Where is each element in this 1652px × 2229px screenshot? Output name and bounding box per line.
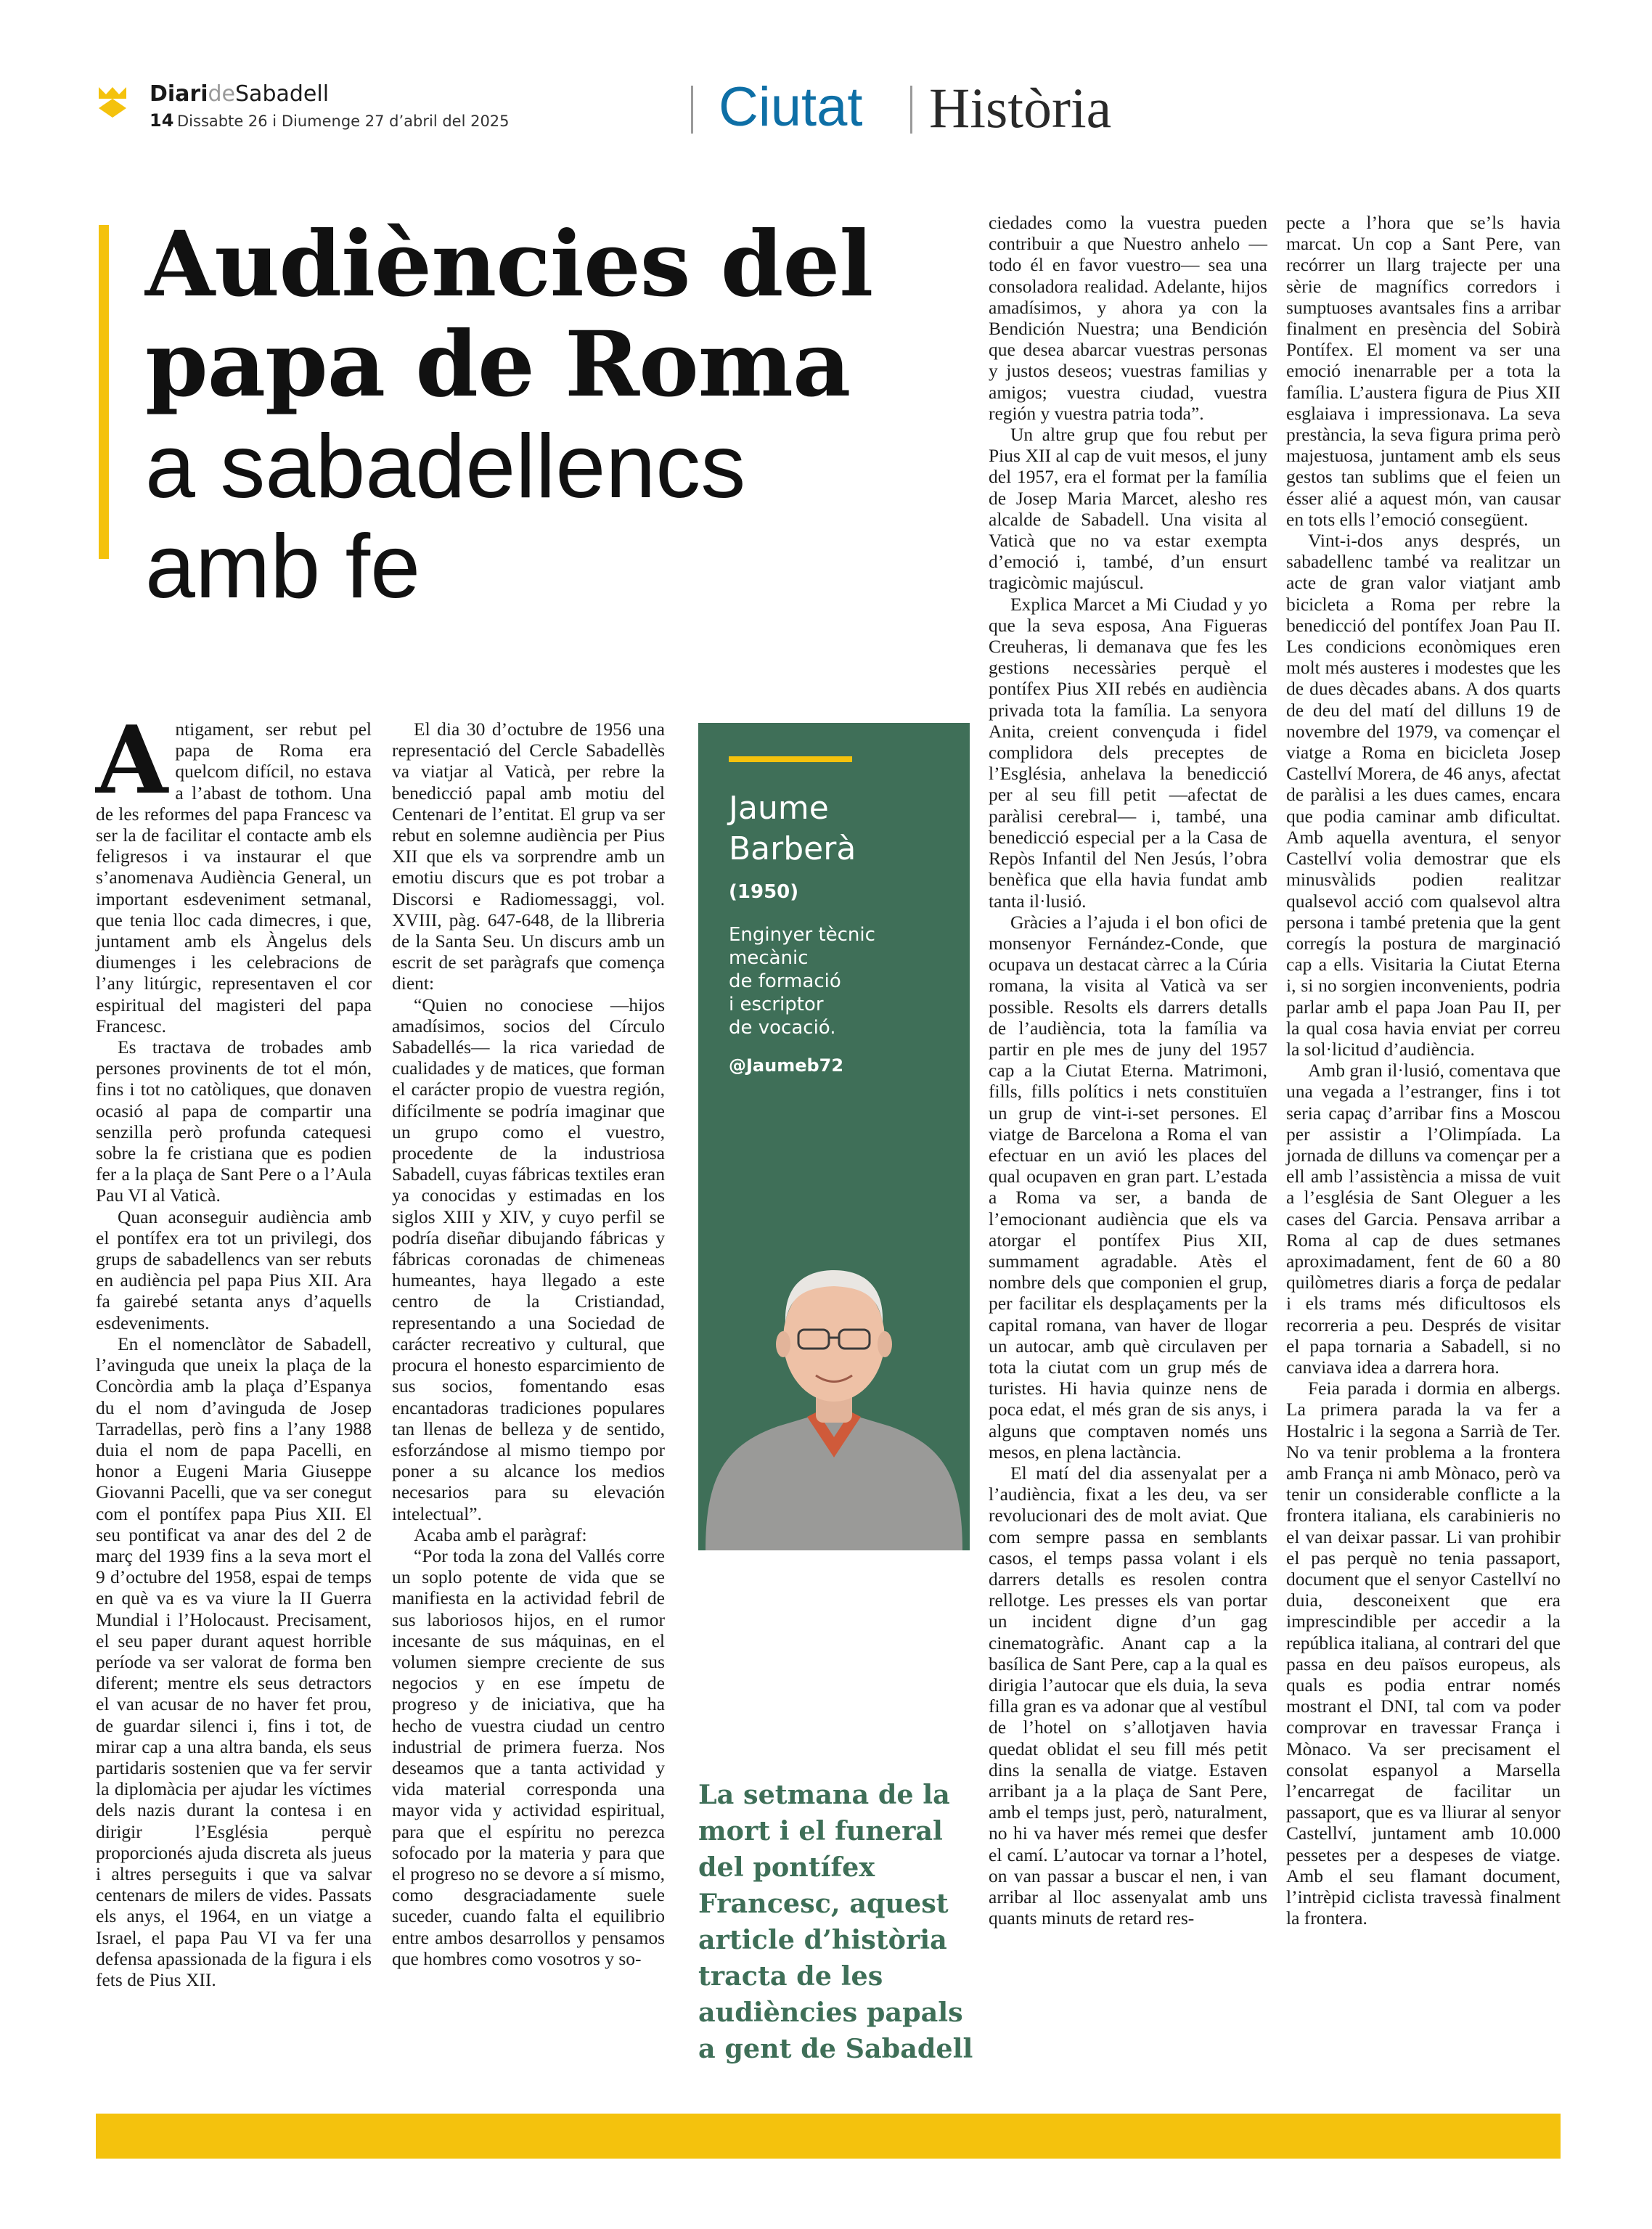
subsection-title: Història xyxy=(929,76,1112,139)
section-title: Ciutat xyxy=(719,76,863,138)
author-bio: Enginyer tècnic mecànic de formació i escriptor de vocació. xyxy=(729,924,875,1039)
article-column-1 xyxy=(96,706,372,1990)
article-column-3 xyxy=(989,212,1267,1929)
brand-de: de xyxy=(208,81,236,107)
section-divider xyxy=(691,86,693,134)
headline-line: papa de Roma xyxy=(145,312,851,417)
diari-de-sabadell-logo-icon xyxy=(96,84,129,118)
article-paragraph: pecte a l’hora que se’ls havia marcat. Un cop a Sant Pere, van recórrer un llarg trajecte per una sèrie de magnífics corredors i sumptuoses avantsales fins a arribar finalment en presència del Sobirà Pontífex. El moment va ser una emoció inenarrable per a tota la família. L’austera figura de Pius XII esglaiava i impressionava. La seva prestància, la seva figura prima però majestuosa, juntament amb els seus gestos tan sublims que el feien un ésser alié a aquest món, van causar en tots ells l’emoció consegüent. xyxy=(1286,212,1561,530)
author-birth-year: (1950) xyxy=(729,881,799,903)
article-paragraph: Feia parada i dormia en albergs. La primera parada la va fer a Hostalric i la segona a Sarrià de Ter. No va tenir problema a la frontera amb França ni amb Mònaco, però va tenir un considerable conflicte a la frontera italiana, els carabinieris no el van deixar passar. Li van prohibir el pas perquè no tenia passaport, document que el senyor Castellví no duia, desconeixent que era imprescindible per accedir a la república italiana, al contrari del que passa en deu països europeus, als quals es podia entrar només mostrant el DNI, tal com va poder comprovar en travessar França i Mònaco. Va ser precisament el consolat espanyol a Marsella l’encarregat de facilitar un passaport, que es va lliurar al senyor Castellví, juntament amb 10.000 pessetes per a despeses de viatge. Amb el seu flamant document, l’intrèpid ciclista travessà finalment la frontera. xyxy=(1286,1378,1561,1929)
article-paragraph: El dia 30 d’octubre de 1956 una representació del Cercle Sabadellès va viatjar al Vaticà, per rebre la benedicció papal amb motiu del Centenari de l’entitat. El grup va ser rebut en solemne audiència per Pius XII que els va sorprendre amb un emotiu discurs que es pot trobar a Discorsi e Radiomessaggi, vol. XVIII, pàg. 647-648, de la llibreria de la Santa Seu. Un discurs amb un escrit de set paràgrafs que comença dient: xyxy=(392,719,665,994)
section-divider xyxy=(910,86,912,134)
article-column-4 xyxy=(1286,212,1561,1929)
article-quote: “Quien no conociese —hijos amadísimos, socios del Círculo Sabadellés— la rica variedad de cualidades y de matices, que forman el carácter propio de vuestra región, difícilmente se podría imaginar que un grupo como el vuestro, procedente de la industriosa Sabadell, cuyas fábricas textiles eran ya conocidas y estimadas en los siglos XIII y XIV, y cuyo perfil se podría diseñar dibujando fábricas y fábricas coronadas de chimeneas humeantes, haya llegado a este centro de la Cristiandad, representando a una Sociedad de carácter recreativo y cultural, que procura el honesto esparcimiento de sus socios, fomentando esas encantadoras tradiciones populares tan llenas de belleza y de sentido, esforzándose al mismo tiempo por poner a su alcance los medios necesarios para su elevación intelectual”. xyxy=(392,994,665,1524)
article-paragraph: Explica Marcet a Mi Ciudad y yo que la seva esposa, Ana Figueras Creuheras, li demanava que fes les gestions necessàries perquè el pontífex Pius XII rebés en audiència privada tota la família. La senyora Anita, creient convençuda i fidel complidora dels preceptes de l’Església, anhelava la benedicció per al seu fill petit —afectat de paràlisi cerebral— i, també, una benedicció especial per a la Casa de Repòs Infantil del Nen Jesús, l’obra benèfica que ella havia fundat amb tanta il·lusió. xyxy=(989,593,1267,912)
article-paragraph: Quan aconseguir audiència amb el pontífex era tot un privilegi, dos grups de sabadellencs van ser rebuts en audiència pel papa Pius XII. Ara fa gairebé setanta anys d’aquells esdeveniments. xyxy=(96,1206,372,1333)
headline-accent-bar xyxy=(99,225,109,559)
author-handle: @Jaumeb72 xyxy=(729,1055,844,1076)
issue-date: Dissabte 26 i Diumenge 27 d’abril del 2025 xyxy=(177,113,510,130)
headline-subtitle xyxy=(145,417,745,617)
headline-line: Audiències del xyxy=(145,212,873,317)
article-paragraph: Gràcies a l’ajuda i el bon ofici de monsenyor Fernández-Conde, que ocupava un destacat càrrec a la Cúria romana, la visita al Vaticà va ser possible. Resolts els darrers detalls de l’audiència, tota la família va partir en ple mes de juny del 1957 cap a la Ciutat Eterna. Matrimoni, fills, fills polítics i nets constituïen un grup de vint-i-set persones. El viatge de Barcelona a Roma el van efectuar en un avió les places del qual ocupaven en gran part. L’estada a Roma va ser, a banda de l’emocionant audiència que els va atorgar el pontífex Pius XII, summament agradable. Atès el nombre dels que componien el grup, per facilitar els desplaçaments per la capital romana, van haver de llogar un autocar, amb què circulaven per tota la ciutat com un grup més de turistes. Hi havia quinze nens de poca edat, el més gran de sis anys, i alguns que comptaven només uns mesos, en plena lactància. xyxy=(989,911,1267,1463)
brand-name xyxy=(150,81,329,107)
article-paragraph: Acaba amb el paràgraf: xyxy=(414,1524,587,1545)
drop-cap: A xyxy=(96,706,168,815)
footer-accent-bar xyxy=(96,2114,1561,2159)
brand-diari: Diari xyxy=(150,81,208,107)
article-paragraph: Antigament, ser rebut pel papa de Roma era quelcom difícil, no estava a l’abast de tothom. Una de les reformes del papa Francesc va ser la de facilitar el contacte amb els feligresos i va instaurar el que s’anomenava Audiència General, un important esdeveniment setmanal, que tenia lloc cada dimecres, i que, juntament amb els Àngelus dels diumenges i les celebracions de l’any litúrgic, representaven el cor espiritual del magisteri del papa Francesc. xyxy=(96,706,372,1036)
page-number: 14 xyxy=(150,110,174,131)
brand-sabadell: Sabadell xyxy=(235,81,330,107)
author-accent-bar xyxy=(729,756,852,762)
article-paragraph: Un altre grup que fou rebut per Pius XII al cap de vuit mesos, el juny del 1957, era el format per la família de Josep Maria Marcet, alesho res alcalde de Sabadell. Una visita al Vaticà que no va estar exempta d’emoció i, també, d’un ensurt tragicòmic majúscul. xyxy=(989,424,1267,594)
headline-line: a sabadellencs xyxy=(145,417,746,517)
headline-line: amb fe xyxy=(145,517,421,617)
author-name: Jaume Barberà xyxy=(729,790,856,867)
article-quote: ciedades como la vuestra pueden contribuir a que Nuestro anhelo —todo él en favor vuestro— sea una consoladora realidad. Adelante, hijos amadísimos, y ahora ya con la Bendición Nuestra; una Bendición que desea abarcar vuestras personas y justos deseos; vuestras familias y amigos; vuestra ciudad, vuestra región y vuestra patria toda”. xyxy=(989,212,1267,424)
article-paragraph: Amb gran il·lusió, comentava que una vegada a l’estranger, fins i tot seria capaç d’arribar fins a Moscou per assistir a l’Olimpíada. La jornada de dilluns va començar per a ell amb l’assistència a missa de vuit a l’església de Sant Oleguer a les cases del Garcia. Pensava arribar a Roma al cap de dues setmanes aproximadament, fent de 60 a 80 quilòmetres diaris a força de pedalar i els trams més dificultosos els recorreria a peu. Després de visitar el papa tornaria a Sabadell, si no canviava idea a darrera hora. xyxy=(1286,1060,1561,1378)
article-quote: “Por toda la zona del Vallés corre un soplo potente de vida que se manifiesta en la actividad febril de sus laboriosos hijos, en el rumor incesante de sus máquinas, en el volumen siempre creciente de sus negocios y en ese ímpetu de progreso y de iniciativa, que ha hecho de vuestra ciudad un centro industrial de primera fuerza. Nos deseamos que a tanta actividad y vida material corresponda una mayor vida y actividad espiritual, para que el espíritu no perezca sofocado por la materia y para que el progreso no se devore a sí mismo, como desgraciadamente suele suceder, cuando falta el equilibrio entre ambos desarrollos y pensamos que hombres como vosotros y so- xyxy=(392,1545,665,1969)
author-photo xyxy=(698,1132,970,1550)
headline xyxy=(145,212,873,417)
article-paragraph: Vint-i-dos anys després, un sabadellenc també va realitzar un acte de gran valor viatjant amb bicicleta a Roma per rebre la benedicció del pontífex Joan Pau II. Les condicions econòmiques eren molt més austeres i modestes que les de dues dècades abans. A dos quarts de deu del matí del dilluns 19 de novembre del 1979, va començar el viatge a Roma en bicicleta Josep Castellví Morera, de 46 anys, afectat de paràlisi a les dues cames, encara que podia caminar amb dificultat. Amb aquella aventura, el senyor Castellví volia demostrar que els minusvàlids podien realitzar qualsevol acció com qualsevol altra persona i també pretenia que la gent corregís la postura de marginació cap a ells. Visitaria la Ciutat Eterna i, si no sorgien inconvenients, podria parlar amb el papa Joan Pau II, per la qual cosa havia enviat per correu la sol·licitud d’audiència. xyxy=(1286,530,1561,1060)
article-paragraph: En el nomenclàtor de Sabadell, l’avinguda que uneix la plaça de la Concòrdia amb la plaça d’Espanya du el nom d’avinguda de Josep Tarradellas, però fins a l’any 1988 duia el nom de papa Pacelli, en honor a Eugeni Maria Giuseppe Giovanni Pacelli, que va ser conegut com el pontífex papa Pius XII. El seu pontificat va anar des del 2 de març del 1939 fins a la seva mort el 9 d’octubre del 1958, espai de temps en què va es va viure la II Guerra Mundial i l’Holocaust. Precisament, el seu paper durant aquest horrible període va ser valorat de forma ben diferent; mentre els seus detractors el van acusar de no haver fet prou, de guardar silenci i, fins i tot, de mirar cap a una altra banda, els seus partidaris sostenien que va fer servir la diplomàcia per ajudar les víctimes dels nazis durant la contesa i en dirigir l’Església perquè proporcionés ajuda discreta als jueus i altres perseguits i que va salvar centenars de milers de vides. Passats els anys, el 1964, en un viatge a Israel, el papa Pau VI va fer una defensa apassionada de la figura i els fets de Pius XII. xyxy=(96,1333,372,1990)
pull-quote: La setmana de la mort i el funeral del pontífex Francesc, aquest article d’història tracta de les audiències papals a gent de Sabadell xyxy=(698,1779,973,2064)
article-paragraph: El matí del dia assenyalat per a l’audiència, fixat a les deu, va ser revolucionari des de molt aviat. Que com sempre passa en semblants casos, el temps passa volant i els darrers detalls es resolen contra rellotge. Les presses els van portar un incident digne d’un gag cinematogràfic. Anant cap a la basílica de Sant Pere, cap a la qual es dirigia l’autocar que els duia, la seva filla gran es va adonar que al vestíbul de l’hotel on s’allotjaven havia quedat oblidat el seu fill més petit dins la senalla de viatge. Estaven arribant ja a la plaça de Sant Pere, amb el temps just, però, naturalment, no hi va haver més remei que desfer el camí. L’autocar va tornar a l’hotel, on van passar a buscar el nen, i van arribar al lloc assenyalat amb uns quants minuts de retard res- xyxy=(989,1462,1267,1929)
article-column-2 xyxy=(392,719,665,1969)
article-paragraph: Es tractava de trobades amb persones provinents de tot el món, fins i tot no catòliques, que donaven ocasió al papa de compartir una senzilla però profunda catequesi sobre la fe cristiana que es podien fer a la plaça de Sant Pere o a l’Aula Pau VI al Vaticà. xyxy=(96,1036,372,1206)
